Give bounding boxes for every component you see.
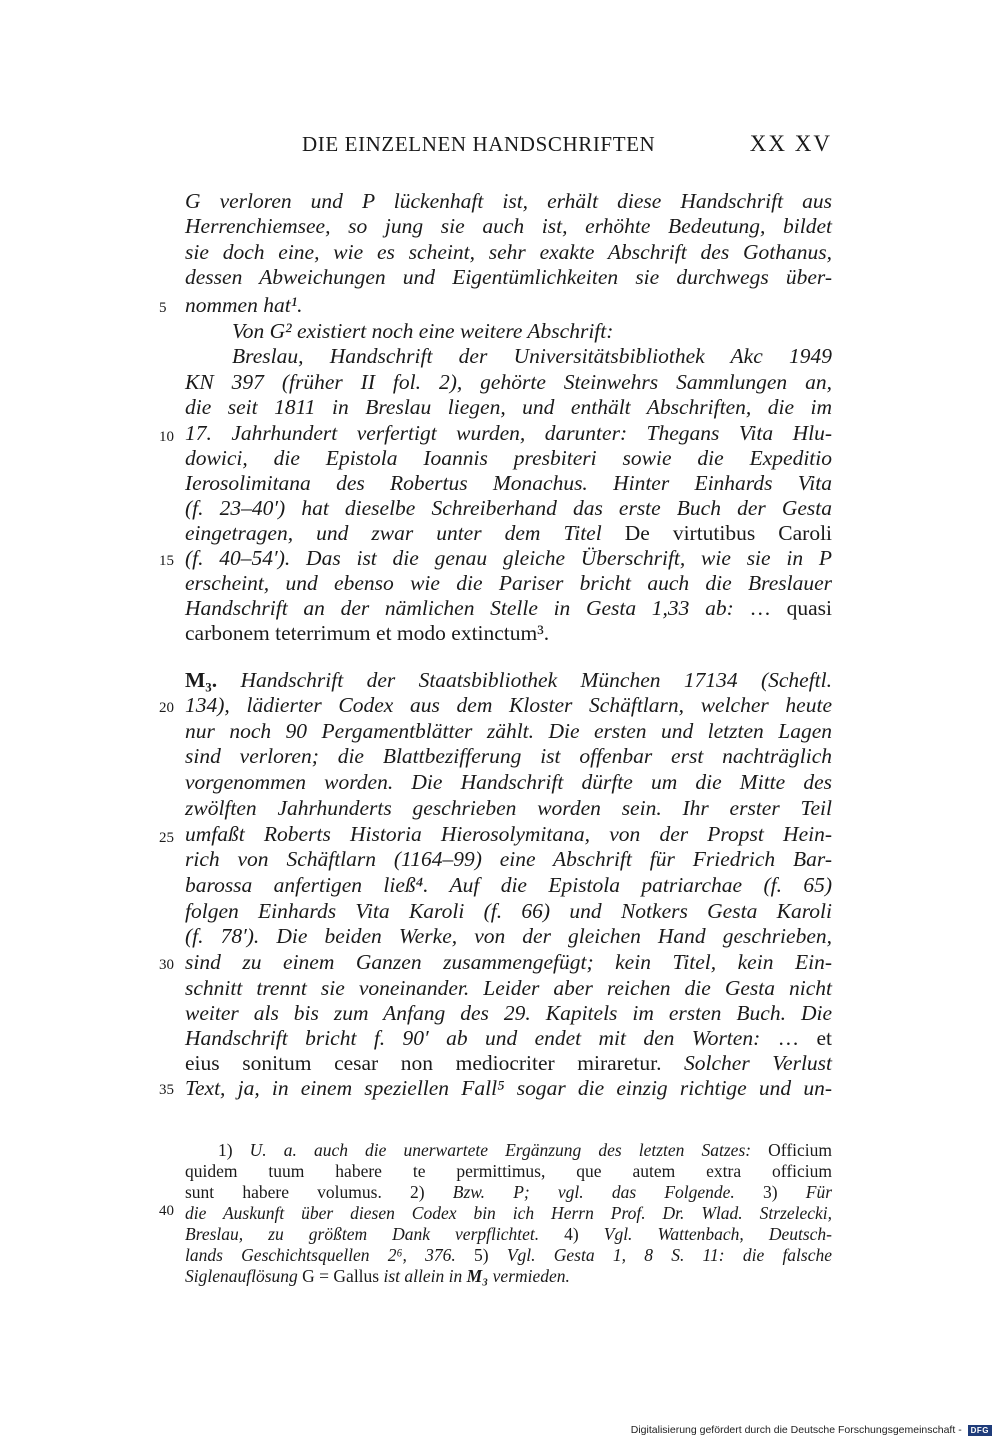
line-number-25: 25 (159, 830, 174, 846)
text-line: Ierosolimitana des Robertus Monachus. Hinter Einhards Vita (185, 471, 832, 495)
footnote-marker: 1) (218, 1140, 233, 1160)
latin-quote: eius sonitum cesar non mediocriter miraretur. (185, 1051, 662, 1075)
text-line: 17. Jahrhundert verfertigt wurden, darunter: Thegans Vita Hlu- (185, 421, 832, 445)
line-number-5: 5 (159, 300, 167, 316)
text-line: G verloren und P lückenhaft ist, erhält diese Handschrift aus (185, 189, 832, 213)
text-span: U. a. auch die unerwartete Ergänzung des letzten Satzes: (249, 1140, 752, 1160)
latin-quote: G = Gallus (302, 1266, 380, 1286)
siglum: M₃. (185, 668, 218, 692)
running-title: DIE EINZELNEN HANDSCHRIFTEN (302, 132, 656, 156)
text-line: 134), lädierter Codex aus dem Kloster Schäftlarn, welcher heute (185, 693, 832, 717)
text-span: Vgl. Gesta 1, 8 S. 11: die falsche (506, 1245, 833, 1265)
latin-quote: … et (777, 1026, 832, 1050)
text-line: umfaßt Roberts Historia Hierosolymitana, von der Propst Hein- (185, 822, 832, 846)
text-line: Von G² existiert noch eine weitere Abschrift: (232, 319, 614, 343)
page-number: XX XV (749, 131, 832, 156)
text-line (185, 1050, 832, 1076)
text-line: barossa anfertigen ließ⁴. Auf die Epistola patriarchae (f. 65) (185, 873, 832, 897)
footnote-marker: 4) (564, 1224, 579, 1244)
text-line: weiter als bis zum Anfang des 29. Kapitels im ersten Buch. Die (185, 1001, 832, 1025)
text-line: (f. 40–54′). Das ist die genau gleiche Überschrift, wie sie in P (185, 546, 832, 570)
text-span: Breslau, zu größtem Dank verpflichtet. (185, 1224, 540, 1244)
line-number-10: 10 (159, 429, 174, 445)
text-span: Für (805, 1182, 833, 1202)
footnote-line: quidem tuum habere te permittimus, que autem extra officium (185, 1161, 832, 1181)
line-number-20: 20 (159, 700, 174, 716)
text-line: KN 397 (früher II fol. 2), gehörte Steinwehrs Sammlungen an, (185, 370, 832, 394)
latin-quote: De virtutibus Caroli (624, 521, 833, 545)
footnote-marker: 2) (410, 1182, 425, 1202)
text-line: (f. 78′). Die beiden Werke, von der gleichen Hand geschrieben, (185, 924, 832, 948)
latin-quote: … quasi (749, 596, 833, 620)
text-span: Solcher Verlust (684, 1051, 833, 1075)
text-line: folgen Einhards Vita Karoli (f. 66) und Notkers Gesta Karoli (185, 899, 832, 923)
text-span: lands Geschichtsquellen 2⁶, 376. (185, 1245, 456, 1265)
dfg-logo: DFG (968, 1425, 992, 1436)
text-line: Herrenchiemsee, so jung sie auch ist, erhöhte Bedeutung, bildet (185, 214, 832, 238)
text-line: schnitt trennt sie voneinander. Leider aber reichen die Gesta nicht (185, 976, 832, 1000)
footnote-line (185, 1182, 832, 1203)
footnote-marker: 5) (474, 1245, 489, 1265)
text-line: carbonem teterrimum et modo extinctum³. (185, 621, 550, 645)
digitization-text: Digitalisierung gefördert durch die Deutsche Forschungsgemeinschaft - (630, 1424, 962, 1436)
text-line: die seit 1811 in Breslau liegen, und enthält Abschriften, die im (185, 395, 832, 419)
text-line: erscheint, und ebenso wie die Pariser bricht auch die Breslauer (185, 571, 832, 595)
text-line: rich von Schäftlarn (1164–99) eine Abschrift für Friedrich Bar- (185, 847, 832, 871)
digitization-note (631, 1424, 992, 1436)
text-line: Breslau, Handschrift der Universitätsbibliothek Akc 1949 (232, 344, 832, 368)
text-line: dowici, die Epistola Ioannis presbiteri sowie die Expeditio (185, 446, 832, 470)
latin-quote: sunt habere volumus. (185, 1182, 382, 1202)
footnote-line (218, 1140, 832, 1161)
text-line: vorgenommen worden. Die Handschrift dürfte um die Mitte des (185, 770, 832, 794)
footnote-marker: 3) (763, 1182, 778, 1202)
text-line (185, 595, 832, 621)
text-line (185, 520, 832, 546)
text-line: Text, ja, in einem speziellen Fall⁵ sogar die einzig richtige und un- (185, 1076, 832, 1100)
footnote-line (185, 1245, 832, 1266)
text-line: zwölften Jahrhunderts geschrieben worden sein. Ihr erster Teil (185, 796, 832, 820)
text-span: Bzw. P; vgl. das Folgende. (452, 1182, 735, 1202)
text-line: dessen Abweichungen und Eigentümlichkeiten sie durchwegs über- (185, 265, 832, 289)
text-line (185, 1025, 832, 1051)
text-span: eingetragen, und zwar unter dem Titel (185, 521, 602, 545)
text-line: nur noch 90 Pergamentblätter zählt. Die ersten und letzten Lagen (185, 719, 832, 743)
latin-quote: Officium (768, 1140, 833, 1160)
footnote-line: die Auskunft über diesen Codex bin ich Herrn Prof. Dr. Wlad. Strzelecki, (185, 1203, 832, 1223)
text-line: nommen hat¹. (185, 293, 303, 317)
text-span: Siglenauflösung (185, 1266, 298, 1286)
text-span: vermieden. (492, 1266, 570, 1286)
text-line: (f. 23–40′) hat dieselbe Schreiberhand das erste Buch der Gesta (185, 496, 832, 520)
siglum: M₃ (466, 1266, 489, 1286)
footnote-line (185, 1224, 832, 1245)
line-number-40: 40 (159, 1203, 174, 1219)
text-line: sie doch eine, wie es scheint, sehr exakte Abschrift des Gothanus, (185, 240, 832, 264)
line-number-35: 35 (159, 1082, 174, 1098)
text-span: ist allein in (383, 1266, 463, 1286)
text-span: Vgl. Wattenbach, Deutsch- (603, 1224, 832, 1244)
line-number-15: 15 (159, 553, 174, 569)
text-span: Handschrift der Staatsbibliothek München 17134 (Scheftl. (240, 668, 832, 692)
page-header (302, 132, 832, 162)
text-line: sind verloren; die Blattbezifferung ist offenbar erst nachträglich (185, 744, 832, 768)
line-number-30: 30 (159, 957, 174, 973)
text-line: sind zu einem Ganzen zusammengefügt; kein Titel, kein Ein- (185, 950, 832, 974)
text-span: Handschrift an der nämlichen Stelle in Gesta 1,33 ab: (185, 596, 734, 620)
text-span: Handschrift bricht f. 90′ ab und endet mit den Worten: (185, 1026, 761, 1050)
footnote-line (185, 1266, 832, 1287)
text-line (185, 667, 832, 693)
